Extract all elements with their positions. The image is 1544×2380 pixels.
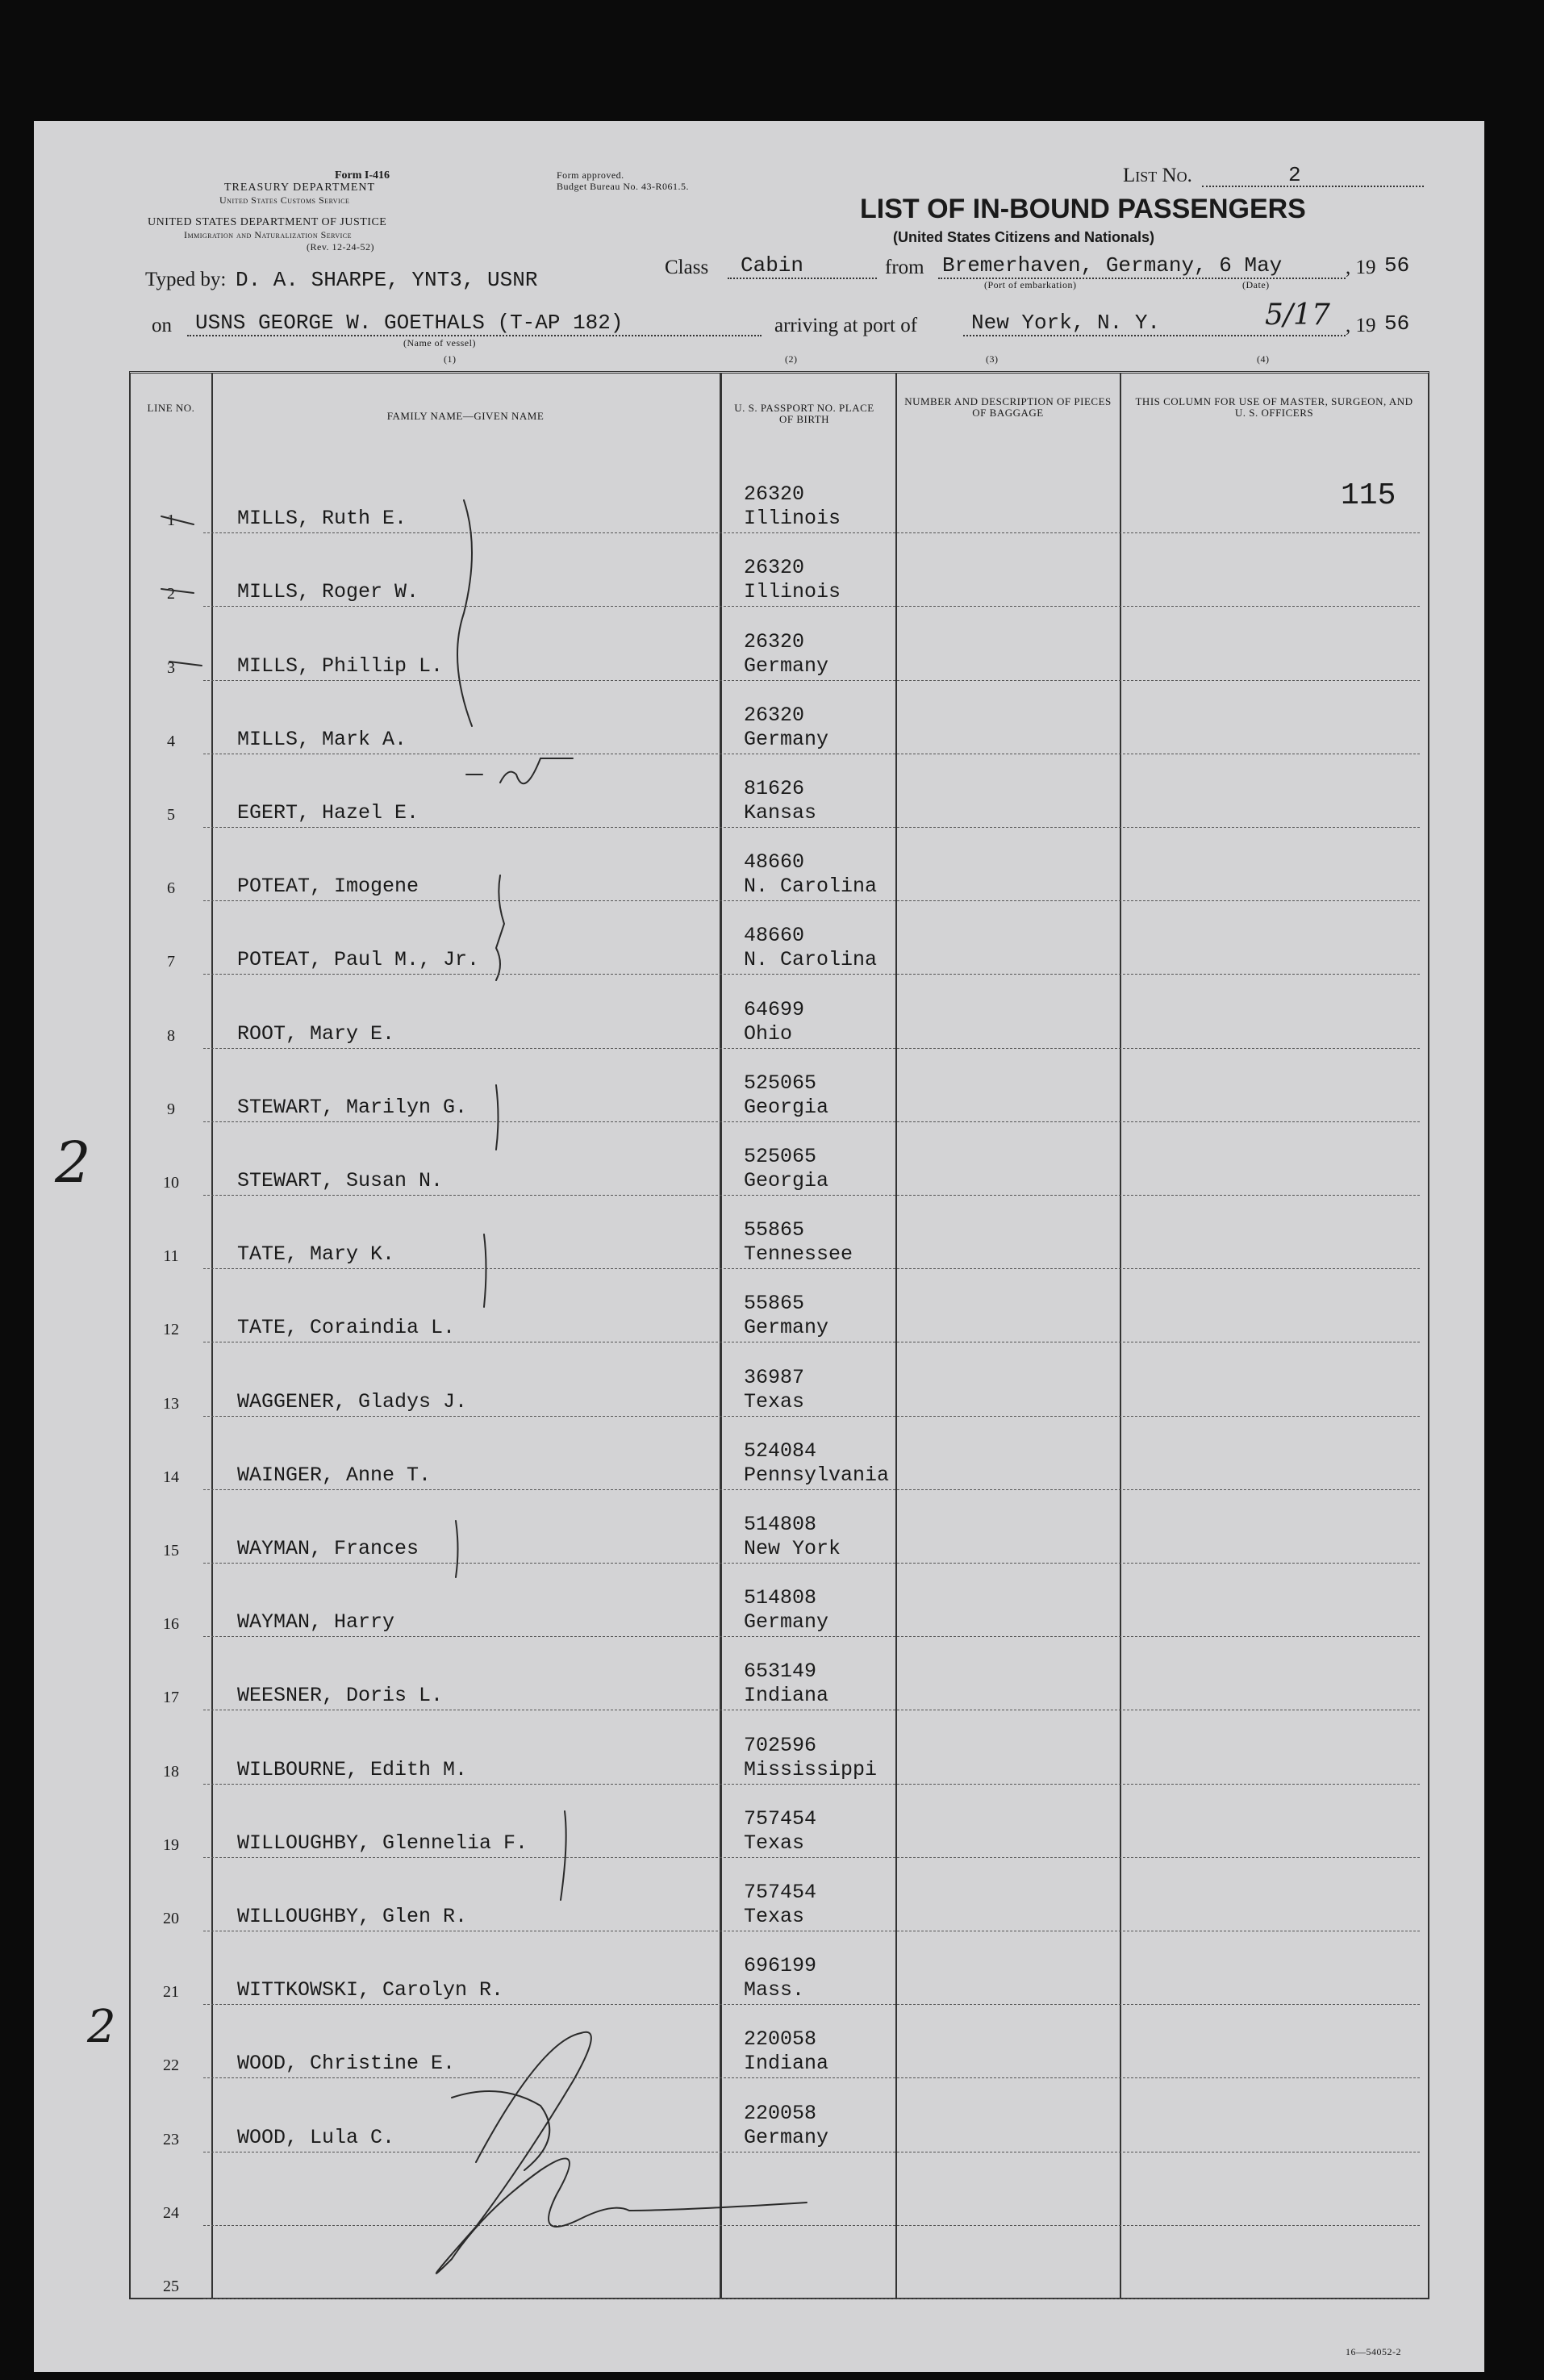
passenger-name: WAGGENER, Gladys J. bbox=[237, 1389, 468, 1413]
column-header-baggage: NUMBER AND DESCRIPTION OF PIECES OF BAGGAGE bbox=[904, 395, 1112, 419]
check-mark bbox=[161, 589, 194, 593]
vessel-value: USNS GEORGE W. GOETHALS (T-AP 182) bbox=[195, 311, 624, 335]
passenger-name: WILBOURNE, Edith M. bbox=[237, 1757, 468, 1781]
list-no-label: List No. bbox=[1123, 165, 1192, 186]
passenger-name: MILLS, Mark A. bbox=[237, 727, 407, 751]
passenger-name: POTEAT, Paul M., Jr. bbox=[237, 948, 480, 972]
margin-mark: 2 bbox=[55, 1129, 91, 1196]
line-number: 23 bbox=[163, 2130, 179, 2148]
place-of-birth: Illinois bbox=[744, 580, 841, 604]
place-of-birth: N. Carolina bbox=[744, 875, 878, 899]
handwriting-scribble bbox=[500, 758, 573, 783]
revision-date: (Rev. 12-24-52) bbox=[307, 241, 375, 253]
passport-number: 524084 bbox=[744, 1438, 817, 1463]
passenger-name: TATE, Coraindia L. bbox=[237, 1316, 456, 1340]
line-number: 4 bbox=[167, 732, 175, 750]
passport-number: 653149 bbox=[744, 1660, 817, 1684]
line-number: 20 bbox=[163, 1910, 179, 1927]
passenger-name: STEWART, Marilyn G. bbox=[237, 1095, 468, 1119]
line-number: 15 bbox=[163, 1542, 179, 1560]
passport-number: 36987 bbox=[744, 1365, 805, 1389]
passenger-name: WAYMAN, Harry bbox=[237, 1610, 395, 1635]
class-value: Cabin bbox=[741, 253, 804, 278]
place-of-birth: Texas bbox=[744, 1831, 805, 1855]
passenger-name: MILLS, Ruth E. bbox=[237, 507, 407, 531]
place-of-birth: Texas bbox=[744, 1905, 805, 1928]
bracket-mark bbox=[457, 500, 472, 726]
line-number: 16 bbox=[163, 1615, 179, 1634]
place-of-birth: Tennessee bbox=[744, 1242, 853, 1267]
check-mark bbox=[161, 516, 194, 524]
passenger-name: MILLS, Roger W. bbox=[237, 580, 419, 604]
year-prefix-2: , 19 bbox=[1346, 315, 1376, 336]
passport-number: 26320 bbox=[744, 629, 805, 653]
year-value-1: 56 bbox=[1384, 253, 1410, 278]
page-subtitle: (United States Citizens and Nationals) bbox=[893, 229, 1155, 245]
place-of-birth: Georgia bbox=[744, 1095, 829, 1119]
form-number: Form I-416 bbox=[335, 169, 390, 182]
line-number: 18 bbox=[163, 1762, 179, 1781]
passenger-name: WILLOUGHBY, Glennelia F. bbox=[237, 1831, 528, 1855]
place-of-birth: Georgia bbox=[744, 1169, 829, 1192]
passenger-name: TATE, Mary K. bbox=[237, 1242, 395, 1267]
line-number: 3 bbox=[167, 658, 175, 677]
place-of-birth: Germany bbox=[744, 1316, 829, 1340]
place-of-birth: Pennsylvania bbox=[744, 1463, 890, 1487]
arrival-port-value: New York, N. Y. bbox=[971, 311, 1161, 335]
line-number: 1 bbox=[167, 511, 175, 530]
passenger-name: MILLS, Phillip L. bbox=[237, 653, 444, 678]
department-of-justice: UNITED STATES DEPARTMENT OF JUSTICE bbox=[148, 216, 387, 228]
line-number: 2 bbox=[167, 585, 175, 603]
place-of-birth: Indiana bbox=[744, 1684, 829, 1708]
form-print-code: 16—54052-2 bbox=[1346, 2346, 1401, 2357]
column-header-name: FAMILY NAME—GIVEN NAME bbox=[386, 410, 545, 422]
passport-number: 220058 bbox=[744, 2027, 817, 2052]
passport-number: 48660 bbox=[744, 924, 805, 948]
passport-number: 702596 bbox=[744, 1733, 817, 1757]
line-number: 17 bbox=[163, 1689, 179, 1707]
place-of-birth: New York bbox=[744, 1537, 841, 1560]
place-of-birth: Germany bbox=[744, 1610, 829, 1635]
place-of-birth: Illinois bbox=[744, 507, 841, 531]
line-number: 6 bbox=[167, 879, 175, 898]
passport-number: 81626 bbox=[744, 777, 805, 800]
passport-number: 26320 bbox=[744, 556, 805, 580]
line-number: 24 bbox=[163, 2203, 179, 2222]
signature bbox=[452, 2091, 549, 2170]
year-prefix-1: , 19 bbox=[1346, 257, 1376, 278]
port-of-embarkation-label: (Port of embarkation) bbox=[984, 279, 1077, 290]
passenger-name: EGERT, Hazel E. bbox=[237, 801, 419, 825]
from-value: Bremerhaven, Germany, 6 May bbox=[942, 253, 1283, 278]
line-number: 9 bbox=[167, 1100, 175, 1118]
bracket-mark bbox=[456, 1521, 458, 1577]
line-number: 8 bbox=[167, 1026, 175, 1045]
column-number-3: (3) bbox=[986, 353, 999, 365]
officer-note: 115 bbox=[1341, 478, 1396, 513]
passenger-name: WAINGER, Anne T. bbox=[237, 1463, 432, 1487]
list-no-value: 2 bbox=[1288, 163, 1301, 187]
column-header-officers: THIS COLUMN FOR USE OF MASTER, SURGEON, AND U. S. OFFICERS bbox=[1135, 395, 1413, 419]
passport-number: 514808 bbox=[744, 1586, 817, 1610]
passenger-name: WOOD, Lula C. bbox=[237, 2125, 395, 2149]
line-number: 21 bbox=[163, 1983, 179, 2002]
column-number-4: (4) bbox=[1257, 353, 1270, 365]
passport-number: 525065 bbox=[744, 1145, 817, 1168]
vessel-name-label: (Name of vessel) bbox=[403, 337, 476, 349]
passenger-name: ROOT, Mary E. bbox=[237, 1021, 395, 1046]
place-of-birth: Germany bbox=[744, 653, 829, 678]
line-number: 25 bbox=[163, 2278, 179, 2295]
line-number: 12 bbox=[163, 1321, 179, 1339]
passport-number: 48660 bbox=[744, 850, 805, 875]
margin-mark: 2 bbox=[87, 2001, 116, 2053]
immigration-service: Immigration and Naturalization Service bbox=[184, 229, 353, 240]
signature bbox=[436, 2032, 807, 2274]
column-header-line: LINE NO. bbox=[147, 402, 195, 414]
arriving-label: arriving at port of bbox=[774, 315, 918, 336]
passport-number: 26320 bbox=[744, 703, 805, 727]
passenger-name: WEESNER, Doris L. bbox=[237, 1684, 444, 1708]
passport-number: 26320 bbox=[744, 482, 805, 507]
line-number: 13 bbox=[163, 1394, 179, 1413]
passport-number: 525065 bbox=[744, 1071, 817, 1095]
form-approved: Form approved. bbox=[557, 169, 624, 181]
line-number: 7 bbox=[167, 953, 175, 971]
line-number: 14 bbox=[163, 1468, 179, 1486]
passenger-name: STEWART, Susan N. bbox=[237, 1169, 444, 1192]
treasury-department: TREASURY DEPARTMENT bbox=[224, 182, 376, 194]
passenger-name: WAYMAN, Frances bbox=[237, 1537, 419, 1560]
customs-service: United States Customs Service bbox=[219, 194, 350, 206]
passport-number: 55865 bbox=[744, 1218, 805, 1242]
place-of-birth: Germany bbox=[744, 2125, 829, 2149]
passenger-name: POTEAT, Imogene bbox=[237, 875, 419, 899]
passport-number: 696199 bbox=[744, 1954, 817, 1978]
bracket-mark bbox=[484, 1234, 486, 1307]
bracket-mark bbox=[496, 875, 504, 980]
typed-by-value: D. A. SHARPE, YNT3, USNR bbox=[236, 268, 538, 292]
passenger-name: WILLOUGHBY, Glen R. bbox=[237, 1905, 468, 1928]
place-of-birth: N. Carolina bbox=[744, 948, 878, 972]
line-number: 10 bbox=[163, 1174, 179, 1192]
place-of-birth: Kansas bbox=[744, 801, 817, 825]
on-label: on bbox=[152, 315, 172, 336]
date-label: (Date) bbox=[1242, 279, 1270, 290]
place-of-birth: Indiana bbox=[744, 2052, 829, 2076]
passport-number: 514808 bbox=[744, 1513, 817, 1536]
passport-number: 64699 bbox=[744, 997, 805, 1021]
passport-number: 757454 bbox=[744, 1881, 817, 1904]
arrival-date-handwritten: 5/17 bbox=[1265, 299, 1330, 332]
budget-bureau: Budget Bureau No. 43-R061.5. bbox=[557, 181, 689, 192]
column-header-passport: U. S. PASSPORT NO. PLACE OF BIRTH bbox=[734, 402, 874, 425]
typed-by-label: Typed by: bbox=[145, 269, 227, 290]
page-title: LIST OF IN-BOUND PASSENGERS bbox=[860, 194, 1306, 224]
passport-number: 55865 bbox=[744, 1292, 805, 1316]
line-number: 11 bbox=[163, 1247, 179, 1266]
column-number-1: (1) bbox=[444, 353, 457, 365]
bracket-mark bbox=[496, 1085, 499, 1150]
place-of-birth: Ohio bbox=[744, 1021, 793, 1046]
place-of-birth: Texas bbox=[744, 1389, 805, 1413]
bracket-mark bbox=[561, 1811, 566, 1900]
from-label: from bbox=[885, 257, 924, 278]
passenger-name: WITTKOWSKI, Carolyn R. bbox=[237, 1978, 504, 2002]
line-number: 5 bbox=[167, 806, 175, 824]
check-mark bbox=[169, 662, 202, 666]
place-of-birth: Germany bbox=[744, 727, 829, 751]
passport-number: 757454 bbox=[744, 1806, 817, 1831]
place-of-birth: Mass. bbox=[744, 1978, 805, 2002]
place-of-birth: Mississippi bbox=[744, 1757, 878, 1781]
passenger-name: WOOD, Christine E. bbox=[237, 2052, 456, 2076]
passport-number: 220058 bbox=[744, 2101, 817, 2125]
column-number-2: (2) bbox=[785, 353, 798, 365]
line-number: 22 bbox=[163, 2056, 179, 2075]
line-number: 19 bbox=[163, 1835, 179, 1854]
year-value-2: 56 bbox=[1384, 311, 1410, 336]
class-label: Class bbox=[665, 257, 709, 278]
